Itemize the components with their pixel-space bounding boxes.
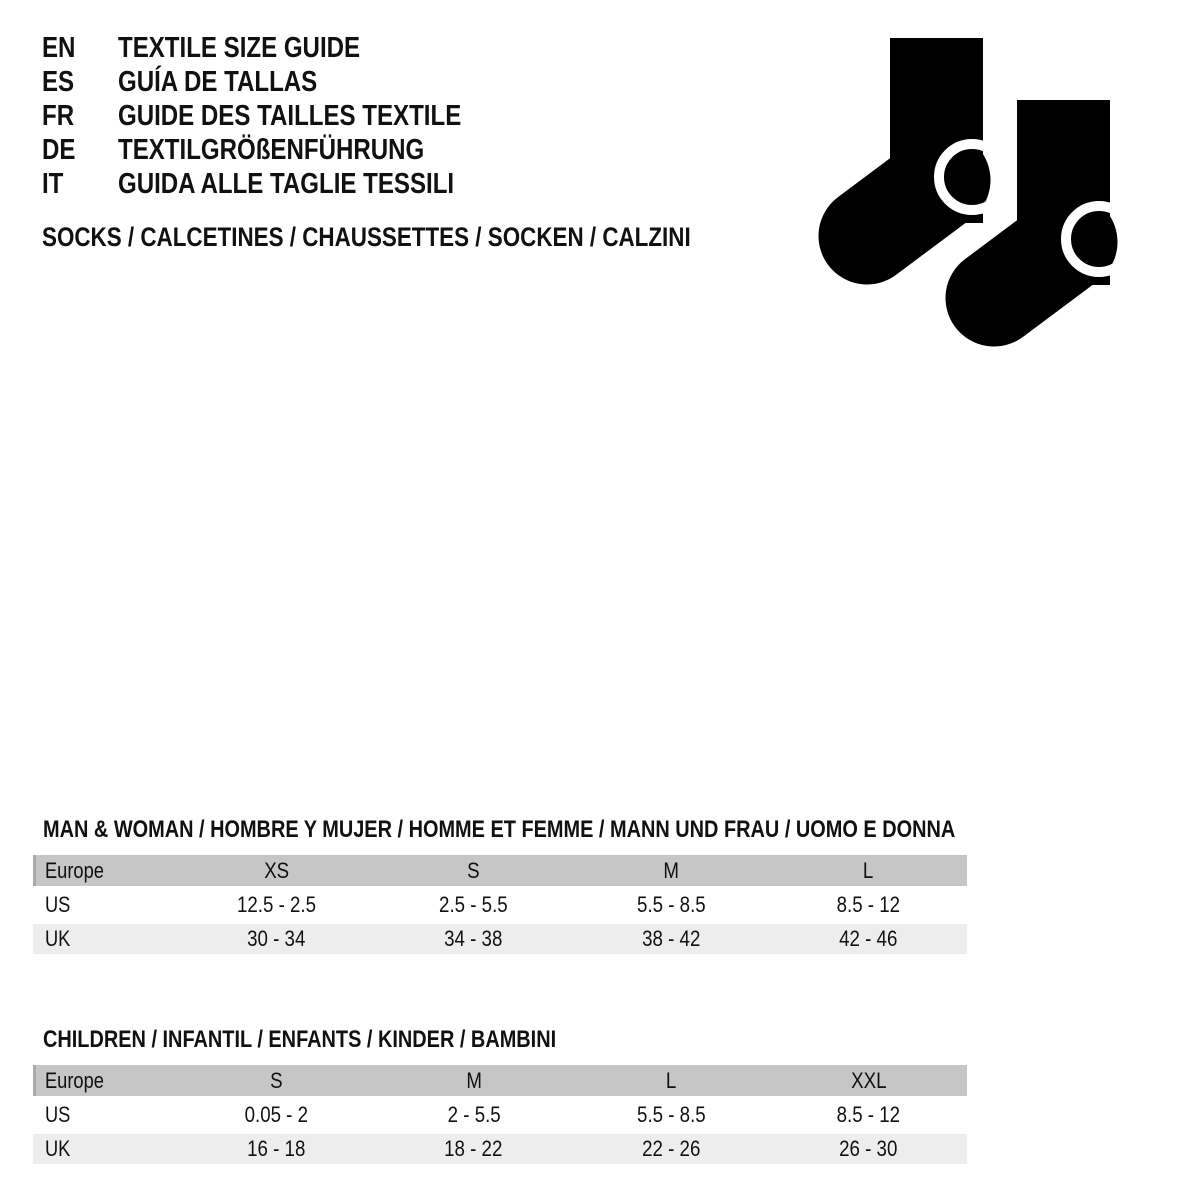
table-row-uk bbox=[33, 924, 967, 954]
language-code: ES bbox=[42, 66, 75, 98]
language-title: GUIDA ALLE TAGLIE TESSILI bbox=[118, 168, 455, 200]
size-value-cell: 22 - 26 bbox=[641, 1136, 701, 1161]
size-table-children bbox=[33, 1028, 967, 1168]
size-value-cell: 0.05 - 2 bbox=[244, 1102, 309, 1127]
language-row-fr bbox=[42, 99, 532, 133]
size-value-cell: 8.5 - 12 bbox=[836, 892, 901, 917]
header-cell-size: L bbox=[863, 857, 874, 883]
language-code: DE bbox=[42, 134, 76, 166]
row-label-cell: UK bbox=[45, 1136, 71, 1161]
header-cell-size: S bbox=[270, 1067, 283, 1093]
language-title: TEXTILE SIZE GUIDE bbox=[118, 32, 361, 64]
size-value-cell: 5.5 - 8.5 bbox=[636, 892, 706, 917]
header-cell-region: Europe bbox=[45, 857, 104, 883]
table-row-us bbox=[33, 1100, 967, 1130]
header-cell-size: XS bbox=[263, 857, 289, 883]
language-row-es bbox=[42, 65, 532, 99]
socks-icon bbox=[815, 30, 1145, 370]
language-list bbox=[42, 31, 532, 201]
size-value-cell: 16 - 18 bbox=[247, 1136, 306, 1161]
table-title-adults: MAN & WOMAN / HOMBRE Y MUJER / HOMME ET FEMME / MANN UND FRAU / UOMO E DONNA bbox=[43, 816, 956, 843]
size-value-cell: 18 - 22 bbox=[444, 1136, 503, 1161]
size-value-cell: 12.5 - 2.5 bbox=[236, 892, 316, 917]
language-row-it bbox=[42, 167, 532, 201]
size-value-cell: 30 - 34 bbox=[247, 926, 306, 951]
language-row-en bbox=[42, 31, 532, 65]
size-value-cell: 2 - 5.5 bbox=[447, 1102, 501, 1127]
table-row-us bbox=[33, 890, 967, 920]
language-title: GUÍA DE TALLAS bbox=[118, 66, 318, 98]
row-label-cell: US bbox=[45, 1102, 71, 1127]
language-code: EN bbox=[42, 32, 76, 64]
size-table-adults bbox=[33, 818, 967, 958]
size-value-cell: 42 - 46 bbox=[839, 926, 898, 951]
language-title: TEXTILGRÖßENFÜHRUNG bbox=[118, 134, 425, 166]
size-value-cell: 8.5 - 12 bbox=[836, 1102, 901, 1127]
header-cell-size: M bbox=[465, 1067, 482, 1093]
row-label-cell: UK bbox=[45, 926, 71, 951]
table-header-row bbox=[33, 1065, 967, 1096]
size-value-cell: 2.5 - 5.5 bbox=[439, 892, 509, 917]
header-cell-size: XXL bbox=[850, 1067, 886, 1093]
header-cell-size: M bbox=[663, 857, 679, 883]
language-title: GUIDE DES TAILLES TEXTILE bbox=[118, 100, 462, 132]
size-value-cell: 5.5 - 8.5 bbox=[636, 1102, 706, 1127]
header-cell-size: L bbox=[665, 1067, 677, 1093]
table-row-uk bbox=[33, 1134, 967, 1164]
category-title: SOCKS / CALCETINES / CHAUSSETTES / SOCKEN / CALZINI bbox=[42, 222, 691, 252]
language-code: IT bbox=[42, 168, 64, 200]
row-label-cell: US bbox=[45, 892, 71, 917]
size-value-cell: 38 - 42 bbox=[641, 926, 701, 951]
table-title-children: CHILDREN / INFANTIL / ENFANTS / KINDER / BAMBINI bbox=[43, 1026, 557, 1053]
sock-back bbox=[867, 38, 1005, 236]
language-row-de bbox=[42, 133, 532, 167]
size-value-cell: 26 - 30 bbox=[839, 1136, 898, 1161]
sock-front bbox=[994, 100, 1132, 298]
size-value-cell: 34 - 38 bbox=[444, 926, 503, 951]
header-cell-size: S bbox=[467, 857, 480, 883]
header-cell-region: Europe bbox=[45, 1067, 104, 1093]
language-code: FR bbox=[42, 100, 75, 132]
table-header-row bbox=[33, 855, 967, 886]
